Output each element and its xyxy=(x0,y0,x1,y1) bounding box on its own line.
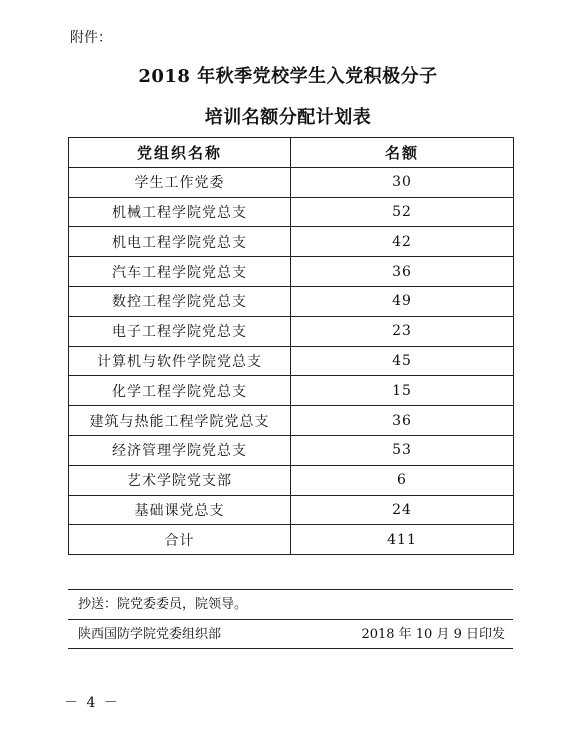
org-name-cell: 建筑与热能工程学院党总支 xyxy=(69,406,291,436)
org-name-cell: 机械工程学院党总支 xyxy=(69,197,291,227)
page-number: － 4 － xyxy=(64,695,120,711)
quota-cell: 45 xyxy=(291,346,514,376)
table-header-row xyxy=(69,138,514,168)
table-row xyxy=(69,286,514,316)
quota-cell: 36 xyxy=(291,257,514,287)
distribution-footer xyxy=(68,589,513,649)
attachment-label: 附件： xyxy=(70,30,112,46)
quota-cell: 15 xyxy=(291,376,514,406)
org-name-cell: 经济管理学院党总支 xyxy=(69,435,291,465)
table-row xyxy=(69,406,514,436)
quota-cell: 42 xyxy=(291,227,514,257)
total-row xyxy=(69,525,514,555)
quota-table xyxy=(68,137,514,555)
quota-cell: 53 xyxy=(291,435,514,465)
table-row xyxy=(69,346,514,376)
org-name-cell: 基础课党总支 xyxy=(69,495,291,525)
quota-cell: 30 xyxy=(291,167,514,197)
cc-line: 抄送：院党委委员，院领导。 xyxy=(68,590,513,620)
document-title-line-2: 培训名额分配计划表 xyxy=(204,107,372,128)
table-row xyxy=(69,316,514,346)
table-row xyxy=(69,435,514,465)
table-row xyxy=(69,167,514,197)
quota-cell: 36 xyxy=(291,406,514,436)
total-quota-cell: 411 xyxy=(291,525,514,555)
org-name-cell: 汽车工程学院党总支 xyxy=(69,257,291,287)
table-row xyxy=(69,465,514,495)
quota-cell: 49 xyxy=(291,286,514,316)
org-name-cell: 数控工程学院党总支 xyxy=(69,286,291,316)
quota-cell: 6 xyxy=(291,465,514,495)
table-row xyxy=(69,376,514,406)
quota-cell: 23 xyxy=(291,316,514,346)
issue-date: 2018 年 10 月 9 日印发 xyxy=(361,627,505,642)
org-name-cell: 电子工程学院党总支 xyxy=(69,316,291,346)
table-row xyxy=(69,227,514,257)
document-title-line-1: 2018 年秋季党校学生入党积极分子 xyxy=(138,66,438,87)
org-name-cell: 艺术学院党支部 xyxy=(69,465,291,495)
column-header-quota: 名额 xyxy=(291,138,514,168)
table-row xyxy=(69,197,514,227)
quota-cell: 24 xyxy=(291,495,514,525)
table-row xyxy=(69,257,514,287)
issuing-department: 陕西国防学院党委组织部 xyxy=(78,627,222,642)
total-label-cell: 合计 xyxy=(69,525,291,555)
quota-cell: 52 xyxy=(291,197,514,227)
org-name-cell: 计算机与软件学院党总支 xyxy=(69,346,291,376)
org-name-cell: 学生工作党委 xyxy=(69,167,291,197)
org-name-cell: 化学工程学院党总支 xyxy=(69,376,291,406)
org-name-cell: 机电工程学院党总支 xyxy=(69,227,291,257)
table-row xyxy=(69,495,514,525)
column-header-org: 党组织名称 xyxy=(69,138,291,168)
